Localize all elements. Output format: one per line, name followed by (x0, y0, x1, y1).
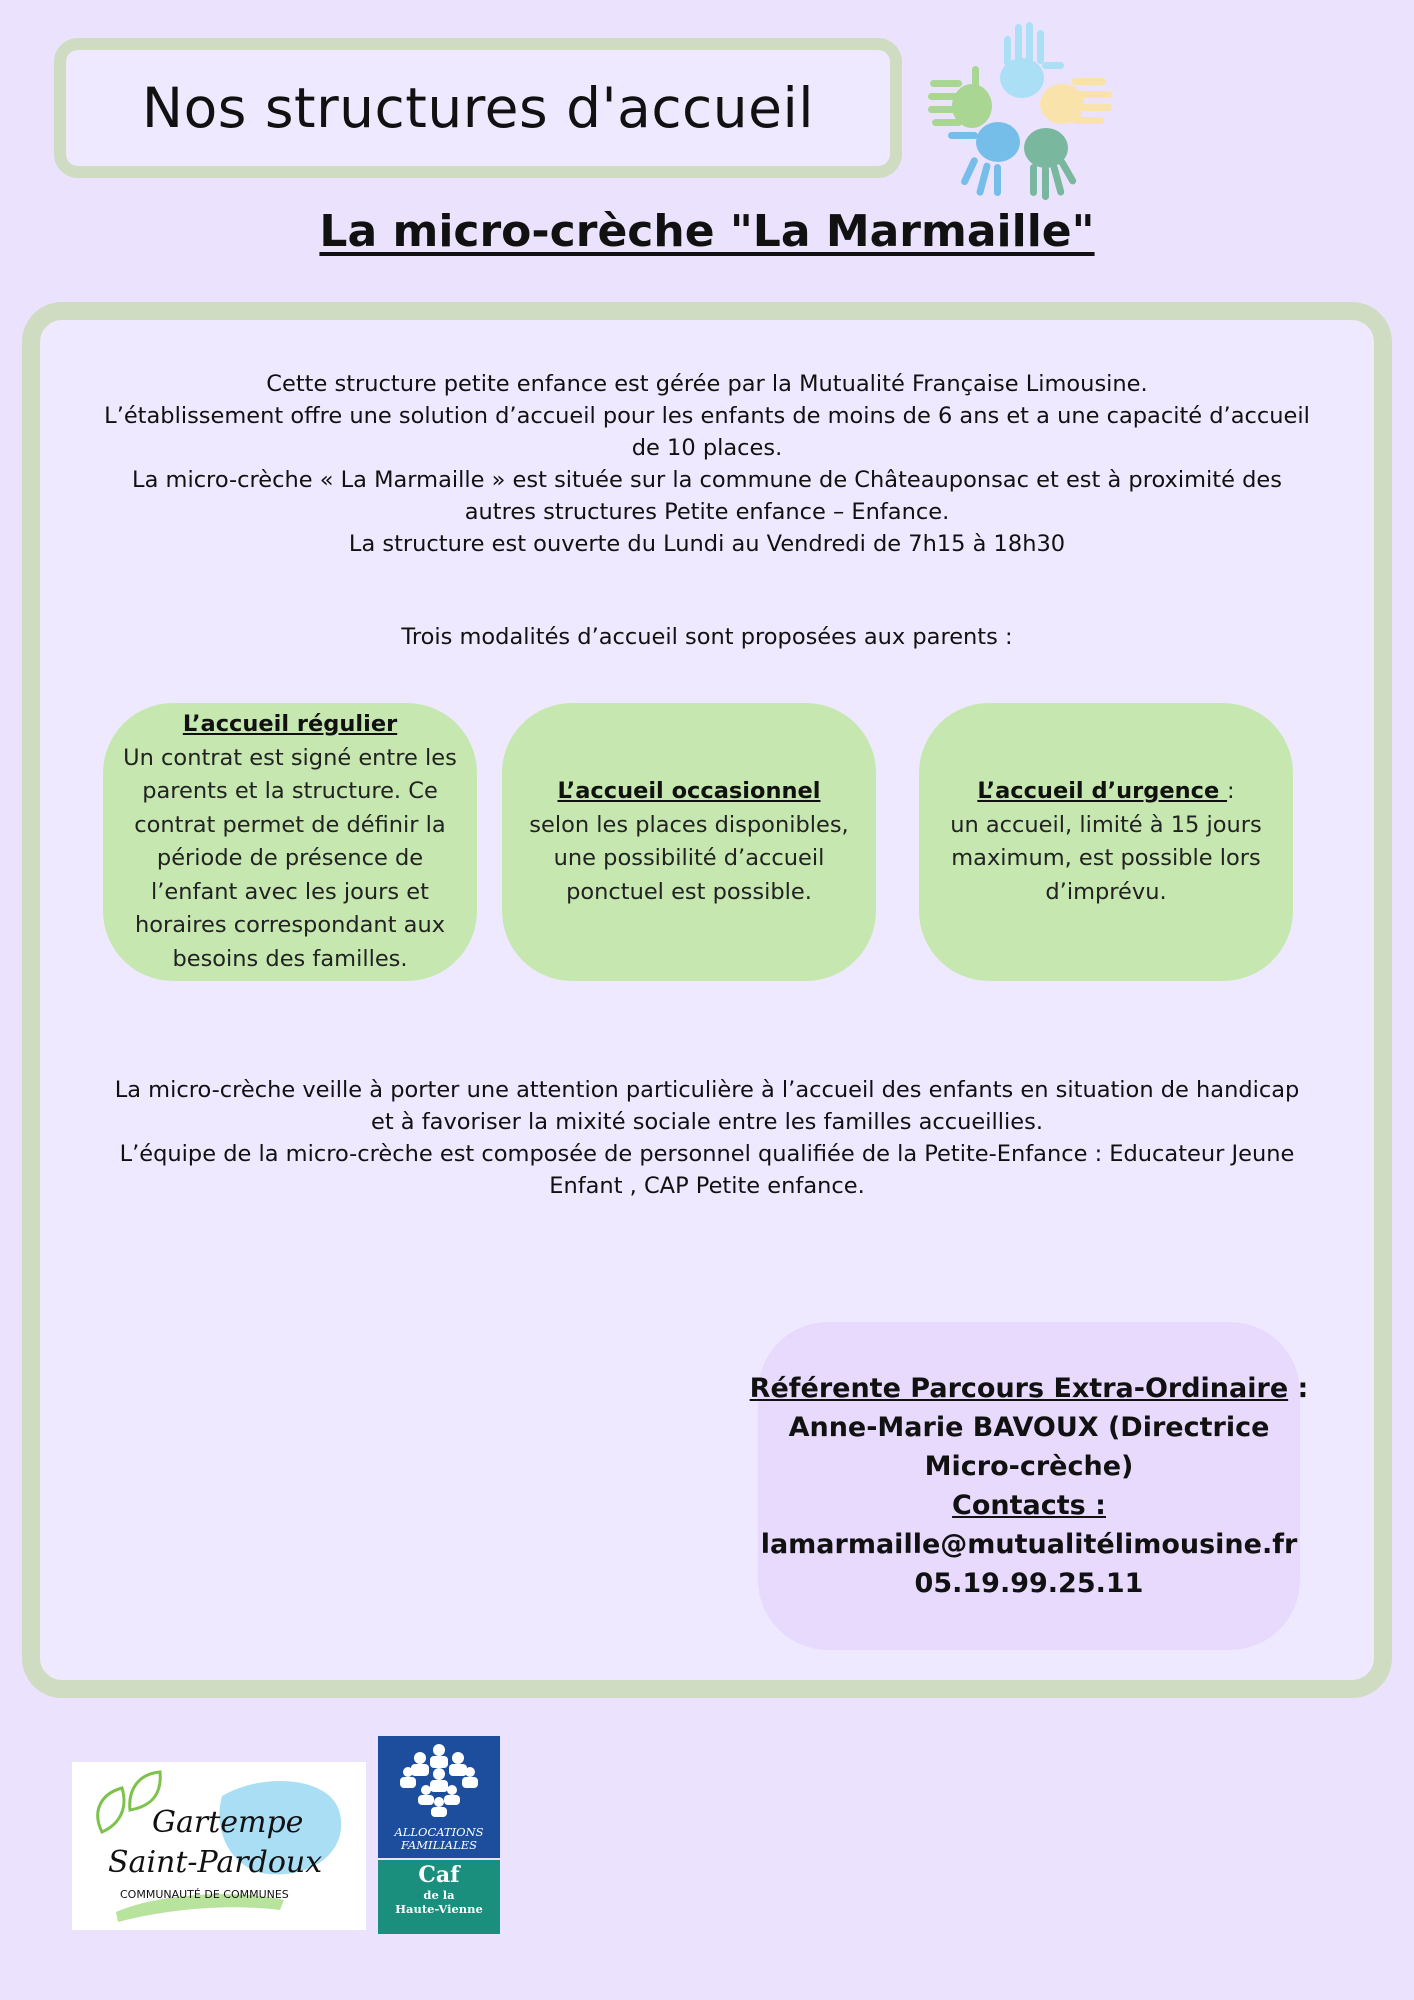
contact-phone[interactable]: 05.19.99.25.11 (914, 1568, 1144, 1599)
card-title: L’accueil régulier (182, 711, 398, 737)
card-text: un accueil, limité à 15 jours maximum, est possible lors d’imprévu. (950, 811, 1262, 905)
referent-suffix: : (1288, 1373, 1309, 1404)
hands-circle-icon (922, 16, 1118, 200)
card-title: L’accueil d’urgence (977, 778, 1228, 804)
page-title: Nos structures d'accueil (141, 76, 815, 140)
structure-title: La micro-crèche "La Marmaille" (319, 206, 1095, 257)
title-box (54, 38, 902, 178)
caf-logo (378, 1736, 500, 1934)
intro-line: La structure est ouverte du Lundi au Vendredi de 7h15 à 18h30 (348, 531, 1066, 557)
caf-line3: Caf (418, 1862, 460, 1888)
card-accueil-urgence (919, 703, 1293, 981)
gsp-logo (72, 1762, 366, 1930)
card-text: selon les places disponibles, une possibilité d’accueil ponctuel est possible. (529, 811, 849, 905)
referent-name: Anne-Marie BAVOUX (Directrice (788, 1412, 1270, 1443)
gsp-line3: COMMUNAUTÉ DE COMMUNES (120, 1888, 289, 1901)
caf-line1: ALLOCATIONS (394, 1825, 484, 1839)
referent-label: Référente Parcours Extra-Ordinaire (749, 1373, 1289, 1404)
caf-line5: Haute-Vienne (395, 1902, 483, 1916)
referent-role: Micro-crèche) (924, 1451, 1134, 1482)
outro-line: L’équipe de la micro-crèche est composée de personnel qualifiée de la Petite-Enfance : Educateur Jeune Enfant , CAP Petite enfance. (119, 1141, 1295, 1199)
modalities-lead: Trois modalités d’accueil sont proposées aux parents : (401, 624, 1013, 650)
intro-text (104, 368, 1310, 560)
caf-line2: FAMILIALES (401, 1838, 477, 1852)
gsp-line2: Saint-Pardoux (108, 1845, 323, 1880)
card-title-suffix: : (1227, 778, 1235, 804)
outro-line: La micro-crèche veille à porter une attention particulière à l’accueil des enfants en situation de handicap et à favoriser la mixité sociale entre les familles accueillies. (114, 1077, 1300, 1135)
card-accueil-regulier (103, 703, 477, 981)
gsp-line1: Gartempe (152, 1805, 304, 1840)
intro-line: La micro-crèche « La Marmaille » est située sur la commune de Châteauponsac et est à proximité des autres structures Petite enfance – Enfance. (132, 467, 1282, 525)
caf-line4: de la (423, 1888, 455, 1902)
outro-text (110, 1074, 1304, 1202)
intro-line: L’établissement offre une solution d’accueil pour les enfants de moins de 6 ans et a une capacité d’accueil de 10 places. (104, 403, 1310, 461)
card-accueil-occasionnel (502, 703, 876, 981)
card-title: L’accueil occasionnel (557, 778, 821, 804)
contact-email[interactable]: lamarmaille@mutualitélimousine.fr (760, 1529, 1298, 1560)
card-text: Un contrat est signé entre les parents et la structure. Ce contrat permet de définir la période de présence de l’enfant avec les jours et horaires correspondant aux besoins des familles. (123, 744, 457, 972)
caf-people-icon (378, 1736, 500, 1824)
contact-card (749, 1322, 1309, 1650)
intro-line: Cette structure petite enfance est gérée par la Mutualité Française Limousine. (266, 371, 1148, 397)
contacts-label: Contacts : (952, 1490, 1106, 1521)
